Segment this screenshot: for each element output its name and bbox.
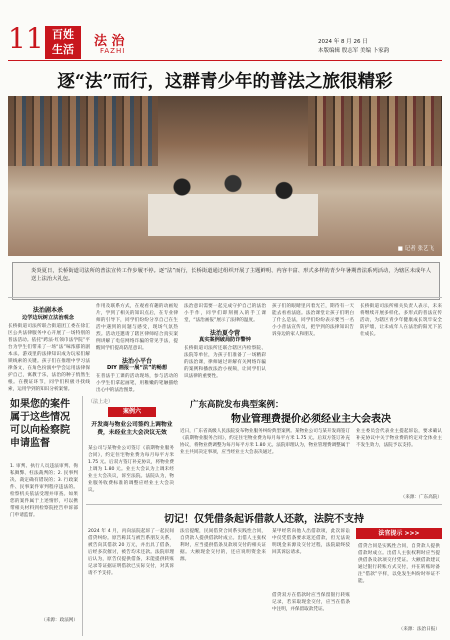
section-title: 法 治: [94, 34, 125, 49]
brand-badge: [45, 26, 81, 59]
reading-children: [148, 166, 318, 236]
masthead-rule: [8, 60, 442, 61]
page-number: 11: [8, 22, 44, 55]
story4-body-2: 法官提醒，民间借贷合同系实践性合同，自贷款人提供借款时成立。出借人主张权利时，应当提供借条及款项交付的相关证据。大额现金交付的，还应说明资金来源。: [180, 529, 266, 562]
lead-photo: [8, 96, 442, 256]
section-en: FAZHI: [100, 47, 126, 55]
camera-icon: ■: [397, 246, 403, 252]
lead-col-4: 孩子们的眼睛里闪着光芒，期待有一天能去看看法庭。法治课堂让孩子们明白了什么是法，同学们纷纷表示要当一名小小普法宣传员，把学到的法律知识告诉身边的家人和朋友。: [272, 304, 354, 337]
issue-date: 2024 年 8 月 26 日: [318, 39, 368, 45]
lead-col-3: 法治意识需要一起完成守护自己的法治小手作，同学们即刻拥入的手工课堂，“法治画报”展示了法律的温度。: [184, 304, 266, 323]
lead-headline: 逐“法”而行，这群青少年的普法之旅很精彩: [57, 72, 393, 92]
story4-body-3: 某甲经常向他人出借款项，此次诉讼中仅凭借条要求返还借款，但无法说明现金来源及交付过程，法院最终驳回其诉讼请求。: [272, 529, 350, 555]
lead-col-5: 长桥街道司法所相关负责人表示，未来将继续开展多样化、多形式的普法宣传活动，为辖区青少年健康成长筑牢安全防护墙，让未成年人在法治的阳光下茁壮成长。: [360, 304, 442, 337]
middle-rule: [86, 504, 442, 505]
brand-line-1: 百姓: [52, 28, 74, 41]
story3-source: （来源：广东高院）: [400, 495, 442, 500]
brand-line-2: 生活: [52, 43, 74, 56]
tips-source: （来源：法治日报）: [398, 627, 440, 632]
story4-headline: 切记！仅凭借条起诉借款人还款，法院不支持: [164, 514, 364, 525]
lead-summary-box: [12, 262, 440, 300]
bookshelf-left: [8, 96, 158, 166]
story2-label: 案例六: [108, 407, 156, 417]
story2-body: 某公司与某物业公司签订《前期物业服务合同》，约定住宅物业费为每月每平方米 1.75 元。后双方签订补充协议，将物业费上调为 1.80 元。业主大会认为上调未经业主大会决议，诉至法院。法院认为，物业服务收费标准的调整应经业主大会决议。: [88, 446, 174, 493]
subhead-2: 法治夏令营: [209, 330, 240, 337]
photo-byline: [398, 244, 434, 252]
subhead-3: 法治小平台: [121, 358, 152, 365]
lead-col-2: 作用及联系方式，在观看有趣的动画短片，学到了相关的知识点后，在专业律师的引导下，同学们纷纷分享自己在生活中遇到的问题与感受，现场气氛热烈。活动还邀请了辖区律师结合真实案例讲解了电信网络诈骗的常见手法，提醒同学们提高防范意识。: [96, 304, 178, 351]
subhead-2b: 真实案例破局防诈警钟: [199, 337, 251, 343]
story3-body-2: 业主委员会代表业主提起诉讼，要求确认补充协议中关于物业费的约定对全体业主不发生效力，法院予以支持。: [356, 429, 442, 448]
byline-text: 记者 张艺飞: [404, 246, 434, 252]
sidebar-body: 1. 审判、执行人员违法审判、徇私舞弊、枉法裁判的；2. 民事判决、裁定确有错误的；3. 行政案件、民事案件审判程序违法的。检察机关依法受理并审查。如果您的案件属于上述情形，可以携带相关材料到检察院控告申诉部门申请监督。: [10, 464, 78, 518]
subhead-1: 法治剧本杀: [32, 307, 63, 314]
sidebar-source: （来源：政法网）: [41, 618, 78, 623]
subhead-3b: DIY 画报一展“法”的畅想: [106, 365, 168, 371]
story4-body: 2024 年 4 月，丙向法院起诉了一起民间借贷纠纷。原告称其与被告系朋友关系，被告向其借款 20 万元，并出具了借条，后经多次催讨，被告均未还款。法院审理后认为，原告仅提供借条，未能提供转账记录等证据证明借款已实际交付，对其诉请不予支持。: [88, 529, 174, 576]
bookshelf-right: [308, 96, 442, 166]
tips-more-icon: >>>: [404, 530, 420, 537]
story2-kicker: （法上走）: [88, 399, 114, 405]
story3-headline: 物业管理费提价必须经业主大会表决: [231, 414, 391, 425]
lead-col-2b: 在普法手工课的活动现场，参与活动的小学生们拿起画笔，用稚嫩的笔触描绘出心中的法治图景。: [96, 374, 178, 393]
story3-headline-top: 广东高院发布典型案例：: [190, 400, 284, 410]
story2-deck: 开发商与物业公司签约上调物业费，未经业主大会决议无效: [91, 422, 173, 436]
tips-body: 借贷合同是实践性合同，自贷款人提供借款时成立。出借人主张权利时应当提供借条及款项交付凭证。大额借款建议通过银行转账方式交付，并在转账时备注“借款”字样，以免发生纠纷时举证不能。: [358, 544, 440, 584]
editors: 本版编辑 殷志军 美编 卜家韵: [318, 48, 390, 54]
story4-body-4: 借贷双方在借款时应当保留银行转账记录，若采取现金交付，应当在借条中注明，并保留取款凭证。: [272, 593, 350, 612]
subhead-1b: 边学边玩树立法治观念: [22, 315, 74, 321]
lead-col-1: 长桥街道司法所联合街道团工委在徐汇区公共法律服务中心开展了一场特别的普法活动。依托“跨法·红领巾法学院”平台为学生们带来了一场“法”味浓郁的剧本杀。游戏里的法律知识成为玩家们解锁线索的关键。孩子们在推理中学习法律条文，在角色扮演中学会运用法律保护自己，寓教于乐，法治的种子悄然生根。在搜证环节，同学们积极寻找线索，运用学到的知识分析案情。: [8, 324, 90, 392]
lead-summary: 炎炎夏日，长桥街道司法所的普法宣传工作步履不停。逐“法”而行，长桥街道通过组织开展了主题鲜明、内容丰富、形式多样的青少年暑期普法系列活动，为辖区未成年人送上法治大礼包。: [31, 268, 431, 282]
story3-body: 近日，广东省高级人民法院发布物业服务纠纷典型案例。某物业公司与某开发商签订《前期物业服务合同》，约定住宅物业费为每月每平方米 1.75 元。后双方签订补充协议，将物业费调整为每月每平方米 1.80 元。法院审理认为，物业管理费调整属于业主共同决定事项，应当经业主大会表决通过。: [180, 429, 350, 455]
sidebar-title: 如果您的案件属于这些情况可以向检察院申请监督: [10, 399, 70, 449]
sidebar-divider: [82, 396, 83, 636]
tips-label: 法官提示: [378, 530, 403, 537]
tips-header: [356, 528, 442, 539]
lead-col-3b: 长桥街道司法所还联合辖区内检察院、法院等单位，为孩子们准备了一场精彩的法治课，律师通过讲解有关网络诈骗的案例和播放法治小视频，让同学们认识法律的重要性。: [184, 346, 266, 379]
